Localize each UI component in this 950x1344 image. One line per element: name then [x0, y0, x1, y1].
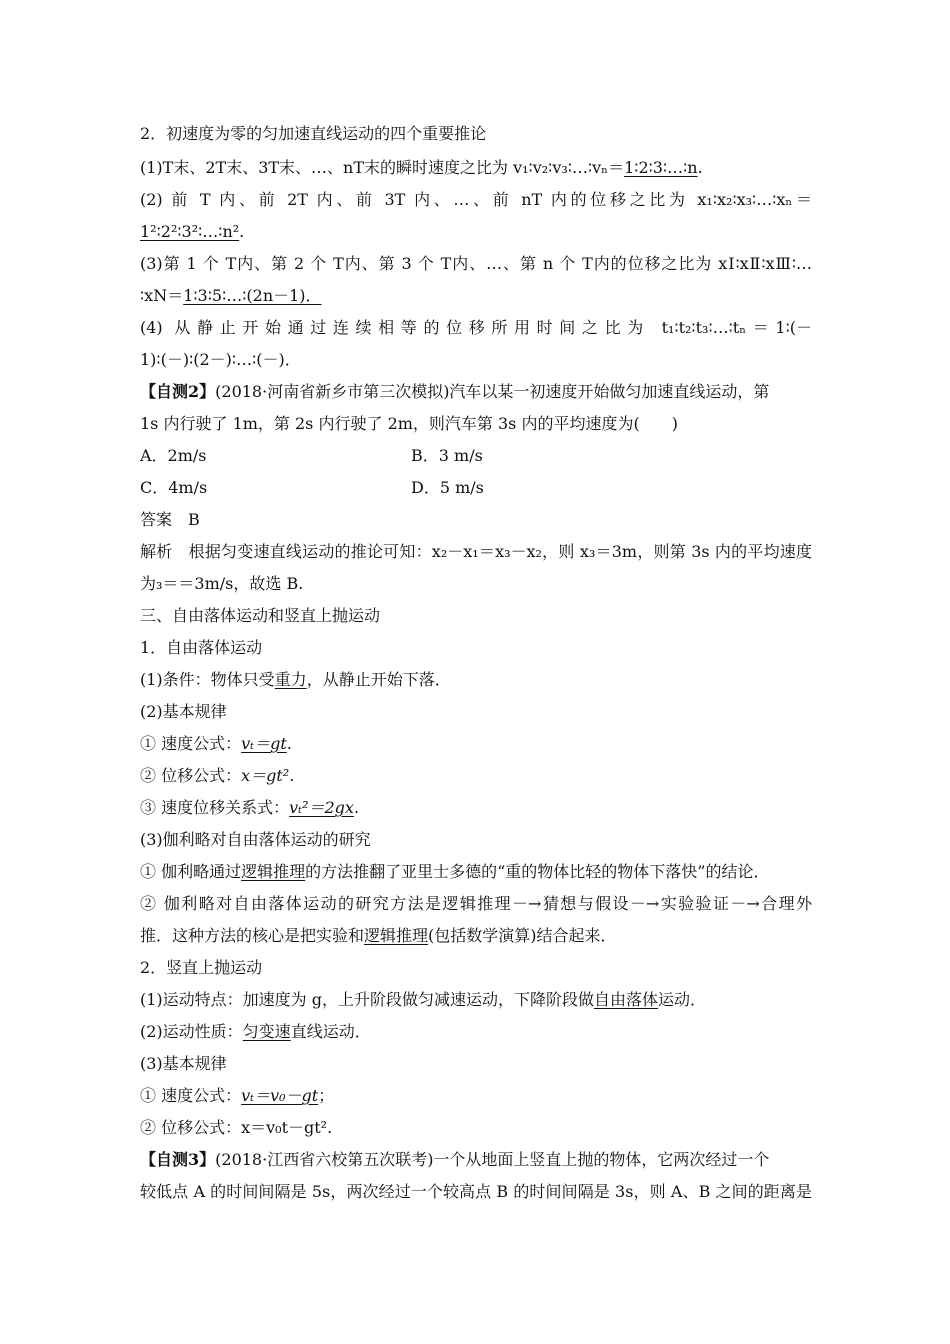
condition-prefix: (1)条件：物体只受 — [140, 670, 275, 689]
free-fall-condition — [140, 670, 812, 690]
galileo-heading: (3)伽利略对自由落体运动的研究 — [140, 830, 371, 849]
inference-2-answer: 1²∶2²∶3²∶…∶n² — [140, 222, 240, 241]
motion-nature — [140, 1022, 812, 1042]
velocity-formula — [140, 734, 812, 754]
galileo-point-2-line2 — [140, 926, 812, 946]
galileo-1-suffix: 的方法推翻了亚里士多德的“重的物体比轻的物体下落快”的结论． — [305, 862, 770, 881]
self-test-3-tag: 【自测3】 — [140, 1150, 216, 1169]
condition-answer: 重力 — [274, 670, 307, 689]
condition-suffix: ，从静止开始下落． — [306, 670, 451, 689]
galileo-point-2-line1: ② 伽利略对自由落体运动的研究方法是逻辑推理－→猜想与假设－→实验验证－→合理外 — [140, 894, 812, 913]
motion-feature — [140, 990, 812, 1010]
section-heading-inferences: 2．初速度为零的匀加速直线运动的四个重要推论 — [140, 124, 487, 143]
inference-1-text: (1)T末、2T末、3T末、…、nT末的瞬时速度之比为 v₁∶v₂∶v₃∶…∶vₙ＝ — [140, 158, 625, 177]
inference-3-line2 — [140, 286, 812, 306]
velocity-2-prefix: ① 速度公式： — [140, 1086, 242, 1105]
velocity-prefix: ① 速度公式： — [140, 734, 242, 753]
self-test-2-tag: 【自测2】 — [140, 382, 216, 401]
inference-2-line1: (2) 前 T 内、前 2T 内、前 3T 内、…、前 nT 内的位移之比为 x₁∶x₂∶x₃∶…∶xₙ＝ — [140, 190, 812, 209]
self-test-2-line2: 1s 内行驶了 1m，第 2s 内行驶了 2m，则汽车第 3s 内的平均速度为( ) — [140, 414, 678, 433]
feature-prefix: (1)运动特点：加速度为 g，上升阶段做匀减速运动，下降阶段做 — [140, 990, 594, 1009]
options-row-2 — [140, 478, 812, 498]
option-c: C．4m/s — [140, 478, 208, 497]
option-a: A．2m/s — [140, 446, 207, 465]
feature-answer: 自由落体 — [594, 990, 659, 1009]
inference-4-line2: 1)∶(－)∶(2－)∶…∶(－)． — [140, 350, 301, 369]
option-b: B．3 m/s — [411, 446, 483, 465]
basic-rules-heading-2: (3)基本规律 — [140, 1054, 227, 1073]
option-d: D．5 m/s — [411, 478, 484, 497]
nature-suffix: 直线运动． — [290, 1022, 371, 1041]
nature-prefix: (2)运动性质： — [140, 1022, 243, 1041]
subheading-vertical-throw: 2．竖直上抛运动 — [140, 958, 263, 977]
inference-1 — [140, 158, 812, 178]
section-heading-free-fall: 三、自由落体运动和竖直上抛运动 — [140, 606, 381, 625]
inference-2-line2 — [140, 222, 812, 242]
vx-prefix: ③ 速度位移关系式： — [140, 798, 290, 817]
velocity-displacement-formula — [140, 798, 812, 818]
self-test-3-text: (2018·江西省六校第五次联考)一个从地面上竖直上抛的物体，它两次经过一个 — [215, 1150, 770, 1169]
analysis-line2: 为₃＝＝3m/s，故选 B. — [140, 574, 304, 593]
vx-suffix: . — [353, 798, 360, 817]
inference-4-line1: (4) 从静止开始通过连续相等的位移所用时间之比为 t₁∶t₂∶t₃∶…∶tₙ＝1∶(－ — [140, 318, 812, 337]
inference-1-answer: 1∶2∶3∶…∶n — [624, 158, 698, 177]
galileo-point-1 — [140, 862, 812, 882]
galileo-2-suffix: (包括数学演算)结合起来． — [428, 926, 617, 945]
self-test-3-line1 — [140, 1150, 812, 1170]
velocity-answer: vₜ＝gt — [241, 734, 287, 753]
galileo-1-prefix: ① 伽利略通过 — [140, 862, 242, 881]
inference-2-suffix: . — [239, 222, 245, 241]
analysis-line1: 解析 根据匀变速直线运动的推论可知：x₂－x₁＝x₃－x₂，则 x₃＝3m，则第 3s 内的平均速度 — [140, 542, 812, 561]
options-row-1 — [140, 446, 812, 466]
vx-answer: vₜ²＝2gx — [289, 798, 354, 817]
inference-1-suffix: . — [697, 158, 703, 177]
galileo-2-prefix: 推．这种方法的核心是把实验和 — [140, 926, 365, 945]
galileo-1-answer: 逻辑推理 — [241, 862, 306, 881]
displacement-prefix: ② 位移公式： — [140, 766, 242, 785]
self-test-3-line2: 较低点 A 的时间间隔是 5s，两次经过一个较高点 B 的时间间隔是 3s，则 A、B 之间的距离是 — [140, 1182, 812, 1201]
basic-rules-heading: (2)基本规律 — [140, 702, 227, 721]
velocity-suffix: . — [286, 734, 292, 753]
galileo-2-answer: 逻辑推理 — [364, 926, 429, 945]
feature-suffix: 运动． — [658, 990, 707, 1009]
subheading-free-fall: 1．自由落体运动 — [140, 638, 263, 657]
answer-line: 答案 B — [140, 510, 200, 529]
inference-3-prefix: ∶xN＝ — [140, 286, 184, 305]
velocity-2-answer: vₜ＝v₀－gt — [241, 1086, 319, 1105]
inference-3-line1: (3)第 1 个 T内、第 2 个 T内、第 3 个 T内、…、第 n 个 T内的位移之比为 xⅠ∶xⅡ∶xⅢ∶… — [140, 254, 812, 273]
self-test-2-line1 — [140, 382, 812, 402]
velocity-formula-2 — [140, 1086, 812, 1106]
velocity-2-suffix: ； — [318, 1086, 335, 1105]
self-test-2-text: (2018·河南省新乡市第三次模拟)汽车以某一初速度开始做匀加速直线运动，第 — [215, 382, 770, 401]
displacement-formula-2: ② 位移公式：x＝v₀t－gt². — [140, 1118, 333, 1137]
inference-3-answer: 1∶3∶5∶…∶(2n－1)． — [183, 286, 322, 305]
nature-answer: 匀变速 — [242, 1022, 291, 1041]
displacement-formula — [140, 766, 812, 786]
displacement-text: x＝gt². — [241, 766, 295, 785]
